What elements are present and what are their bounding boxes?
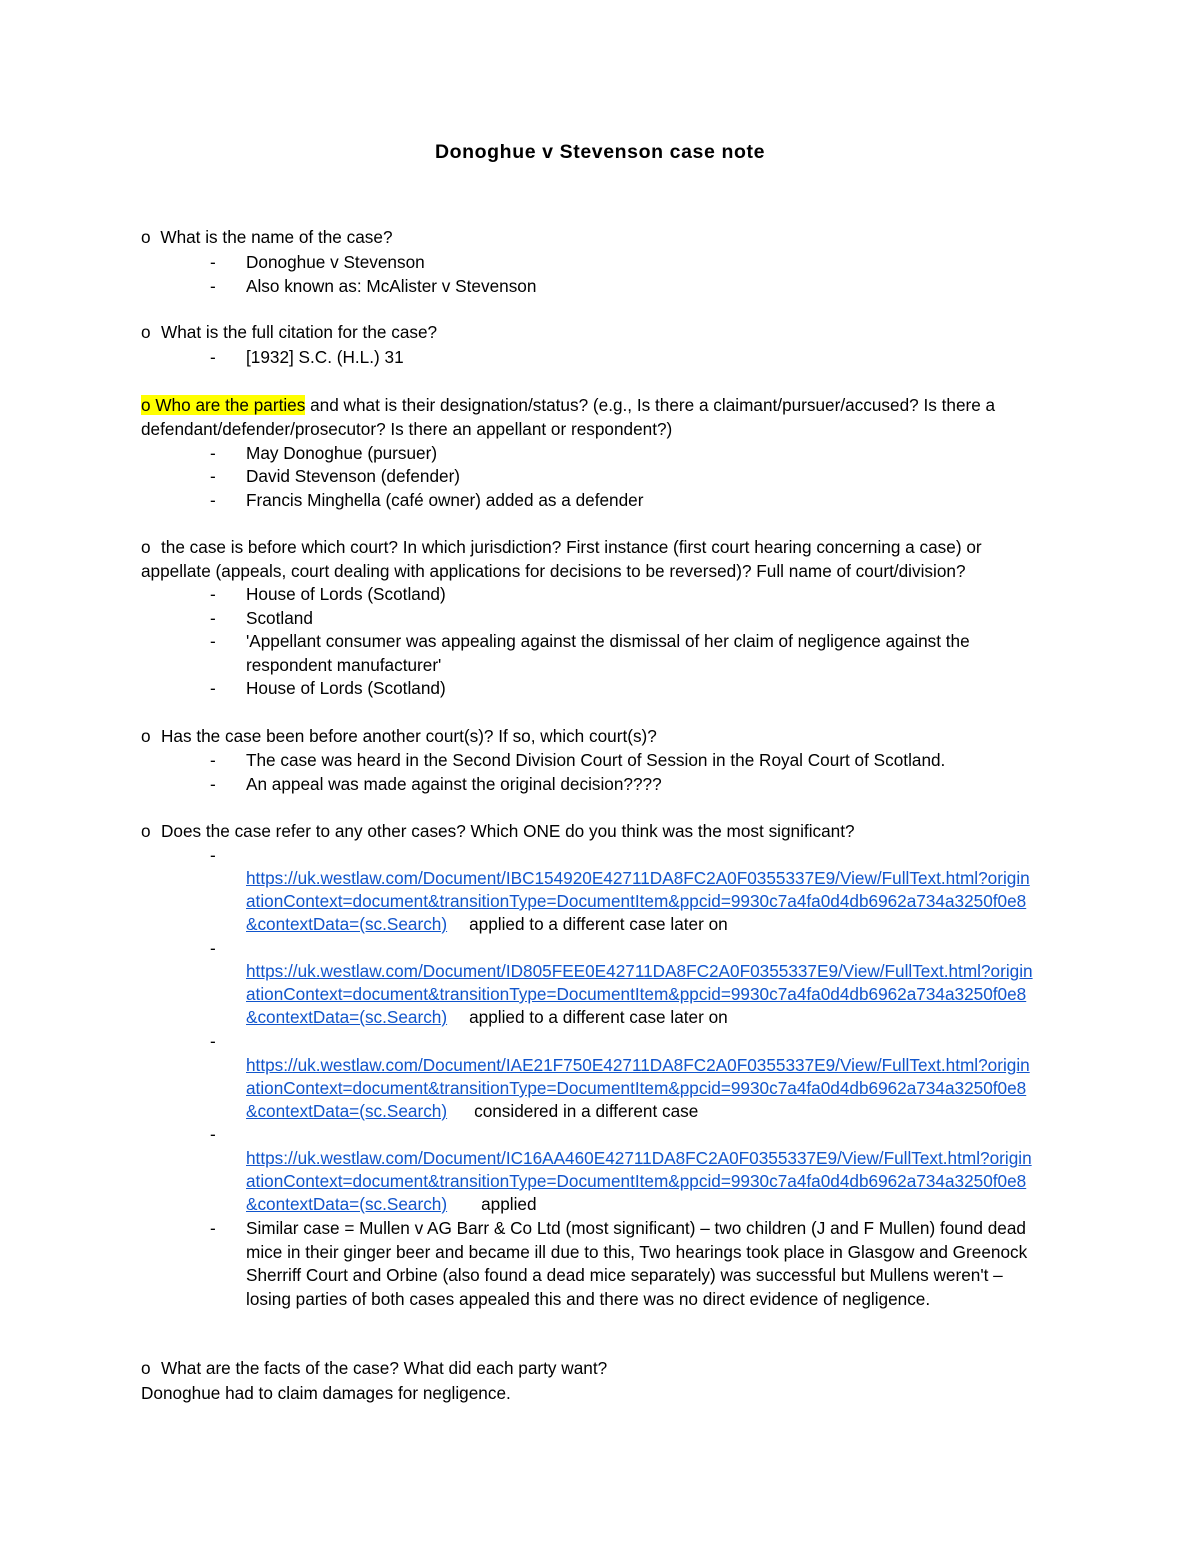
westlaw-link[interactable]: https://uk.westlaw.com/Document/IC16AA460E42711DA8FC2A0F0355337E9/View/FullText.html?origin <box>246 1148 1032 1168</box>
case-link-line <box>246 1005 728 1029</box>
answer-item: David Stevenson (defender) <box>246 466 461 486</box>
bullet-o: o <box>141 726 151 746</box>
dash-marker: - <box>210 608 216 628</box>
dash-marker: - <box>210 490 216 510</box>
answer-item: The case was heard in the Second Division Court of Session in the Royal Court of Scotland. <box>246 750 946 770</box>
question-case-name <box>141 225 393 249</box>
answer-item: May Donoghue (pursuer) <box>246 443 438 463</box>
dash-marker: - <box>210 1124 216 1144</box>
case-link-line[interactable] <box>246 1146 1032 1170</box>
bullet-o: o <box>141 821 151 841</box>
question-other-cases <box>141 819 855 843</box>
westlaw-link[interactable]: ationContext=document&transitionType=DocumentItem&ppcid=9930c7a4fa0d4db6962a734a3250f0e8 <box>246 891 1027 911</box>
answer-item: Scotland <box>246 608 313 628</box>
dash-marker: - <box>210 938 216 958</box>
document-title: Donoghue v Stevenson case note <box>434 141 766 163</box>
dash-marker: - <box>210 443 216 463</box>
westlaw-link[interactable]: &contextData=(sc.Search) <box>246 1101 448 1121</box>
question-facts <box>141 1356 607 1380</box>
similar-case-text: losing parties of both cases appealed this and there was no direct evidence of negligence. <box>246 1289 931 1309</box>
case-link-line[interactable] <box>246 1169 1026 1193</box>
answer-item-continued: respondent manufacturer' <box>246 655 442 675</box>
dash-marker: - <box>210 678 216 698</box>
answer-item: [1932] S.C. (H.L.) 31 <box>246 347 404 367</box>
answer-item: An appeal was made against the original decision???? <box>246 774 662 794</box>
question-text-continued: defendant/defender/prosecutor? Is there an appellant or respondent?) <box>141 419 673 439</box>
question-text: the case is before which court? In which jurisdiction? First instance (first court hearing concerning a case) or <box>161 537 982 557</box>
question-parties <box>141 393 995 417</box>
question-text: Has the case been before another court(s)? If so, which court(s)? <box>161 726 657 746</box>
westlaw-link[interactable]: https://uk.westlaw.com/Document/IAE21F750E42711DA8FC2A0F0355337E9/View/FullText.html?origin <box>246 1055 1030 1075</box>
answer-item: House of Lords (Scotland) <box>246 678 446 698</box>
westlaw-link[interactable]: &contextData=(sc.Search) <box>246 1007 448 1027</box>
similar-case-text: Similar case = Mullen v AG Barr & Co Ltd (most significant) – two children (J and F Mullen) found dead <box>246 1218 1026 1238</box>
bullet-o: o <box>141 322 151 342</box>
similar-case-text: mice in their ginger beer and became ill due to this, Two hearings took place in Glasgow and Greenock <box>246 1242 1028 1262</box>
bullet-o: o <box>141 1358 151 1378</box>
similar-case-text: Sherriff Court and Orbine (also found a dead mice separately) was successful but Mullens weren't – <box>246 1265 1003 1285</box>
answer-paragraph: Donoghue had to claim damages for negligence. <box>141 1383 511 1403</box>
case-link-line <box>246 912 728 936</box>
answer-item: House of Lords (Scotland) <box>246 584 446 604</box>
dash-marker: - <box>210 252 216 272</box>
answer-item: Also known as: McAlister v Stevenson <box>246 276 537 296</box>
link-note: considered in a different case <box>474 1101 699 1121</box>
link-note: applied <box>481 1194 537 1214</box>
link-note: applied to a different case later on <box>469 1007 728 1027</box>
dash-marker: - <box>210 750 216 770</box>
westlaw-link[interactable]: ationContext=document&transitionType=DocumentItem&ppcid=9930c7a4fa0d4db6962a734a3250f0e8 <box>246 984 1027 1004</box>
westlaw-link[interactable]: &contextData=(sc.Search) <box>246 1194 448 1214</box>
question-text: and what is their designation/status? (e.g., Is there a claimant/pursuer/accused? Is there a <box>305 395 996 415</box>
westlaw-link[interactable]: https://uk.westlaw.com/Document/ID805FEE0E42711DA8FC2A0F0355337E9/View/FullText.html?origin <box>246 961 1033 981</box>
westlaw-link[interactable]: &contextData=(sc.Search) <box>246 914 448 934</box>
highlighted-text: o Who are the parties <box>141 395 306 415</box>
question-text: What are the facts of the case? What did each party want? <box>161 1358 608 1378</box>
dash-marker: - <box>210 276 216 296</box>
case-link-line <box>246 1099 698 1123</box>
dash-marker: - <box>210 631 216 651</box>
question-text-continued: appellate (appeals, court dealing with applications for decisions to be reversed)? Full name of court/division? <box>141 561 966 581</box>
case-link-line[interactable] <box>246 1053 1030 1077</box>
answer-item: Francis Minghella (café owner) added as a defender <box>246 490 644 510</box>
dash-marker: - <box>210 1218 216 1238</box>
case-link-line[interactable] <box>246 889 1026 913</box>
question-citation <box>141 320 437 344</box>
dash-marker: - <box>210 1031 216 1051</box>
bullet-o: o <box>141 537 151 557</box>
case-link-line[interactable] <box>246 982 1026 1006</box>
dash-marker: - <box>210 774 216 794</box>
case-link-line <box>246 1192 537 1216</box>
case-link-line[interactable] <box>246 866 1030 890</box>
question-court <box>141 535 982 559</box>
case-link-line[interactable] <box>246 959 1033 983</box>
dash-marker: - <box>210 347 216 367</box>
case-link-line[interactable] <box>246 1076 1026 1100</box>
answer-item: 'Appellant consumer was appealing against the dismissal of her claim of negligence against the <box>246 631 970 651</box>
question-text: What is the name of the case? <box>160 227 393 247</box>
answer-item: Donoghue v Stevenson <box>246 252 425 272</box>
bullet-o: o <box>141 227 151 247</box>
westlaw-link[interactable]: https://uk.westlaw.com/Document/IBC154920E42711DA8FC2A0F0355337E9/View/FullText.html?origin <box>246 868 1030 888</box>
westlaw-link[interactable]: ationContext=document&transitionType=DocumentItem&ppcid=9930c7a4fa0d4db6962a734a3250f0e8 <box>246 1078 1027 1098</box>
question-prior-courts <box>141 724 657 748</box>
dash-marker: - <box>210 845 216 865</box>
link-note: applied to a different case later on <box>469 914 728 934</box>
dash-marker: - <box>210 466 216 486</box>
dash-marker: - <box>210 584 216 604</box>
question-text: What is the full citation for the case? <box>161 322 438 342</box>
question-text: Does the case refer to any other cases? Which ONE do you think was the most significant? <box>161 821 855 841</box>
westlaw-link[interactable]: ationContext=document&transitionType=DocumentItem&ppcid=9930c7a4fa0d4db6962a734a3250f0e8 <box>246 1171 1027 1191</box>
